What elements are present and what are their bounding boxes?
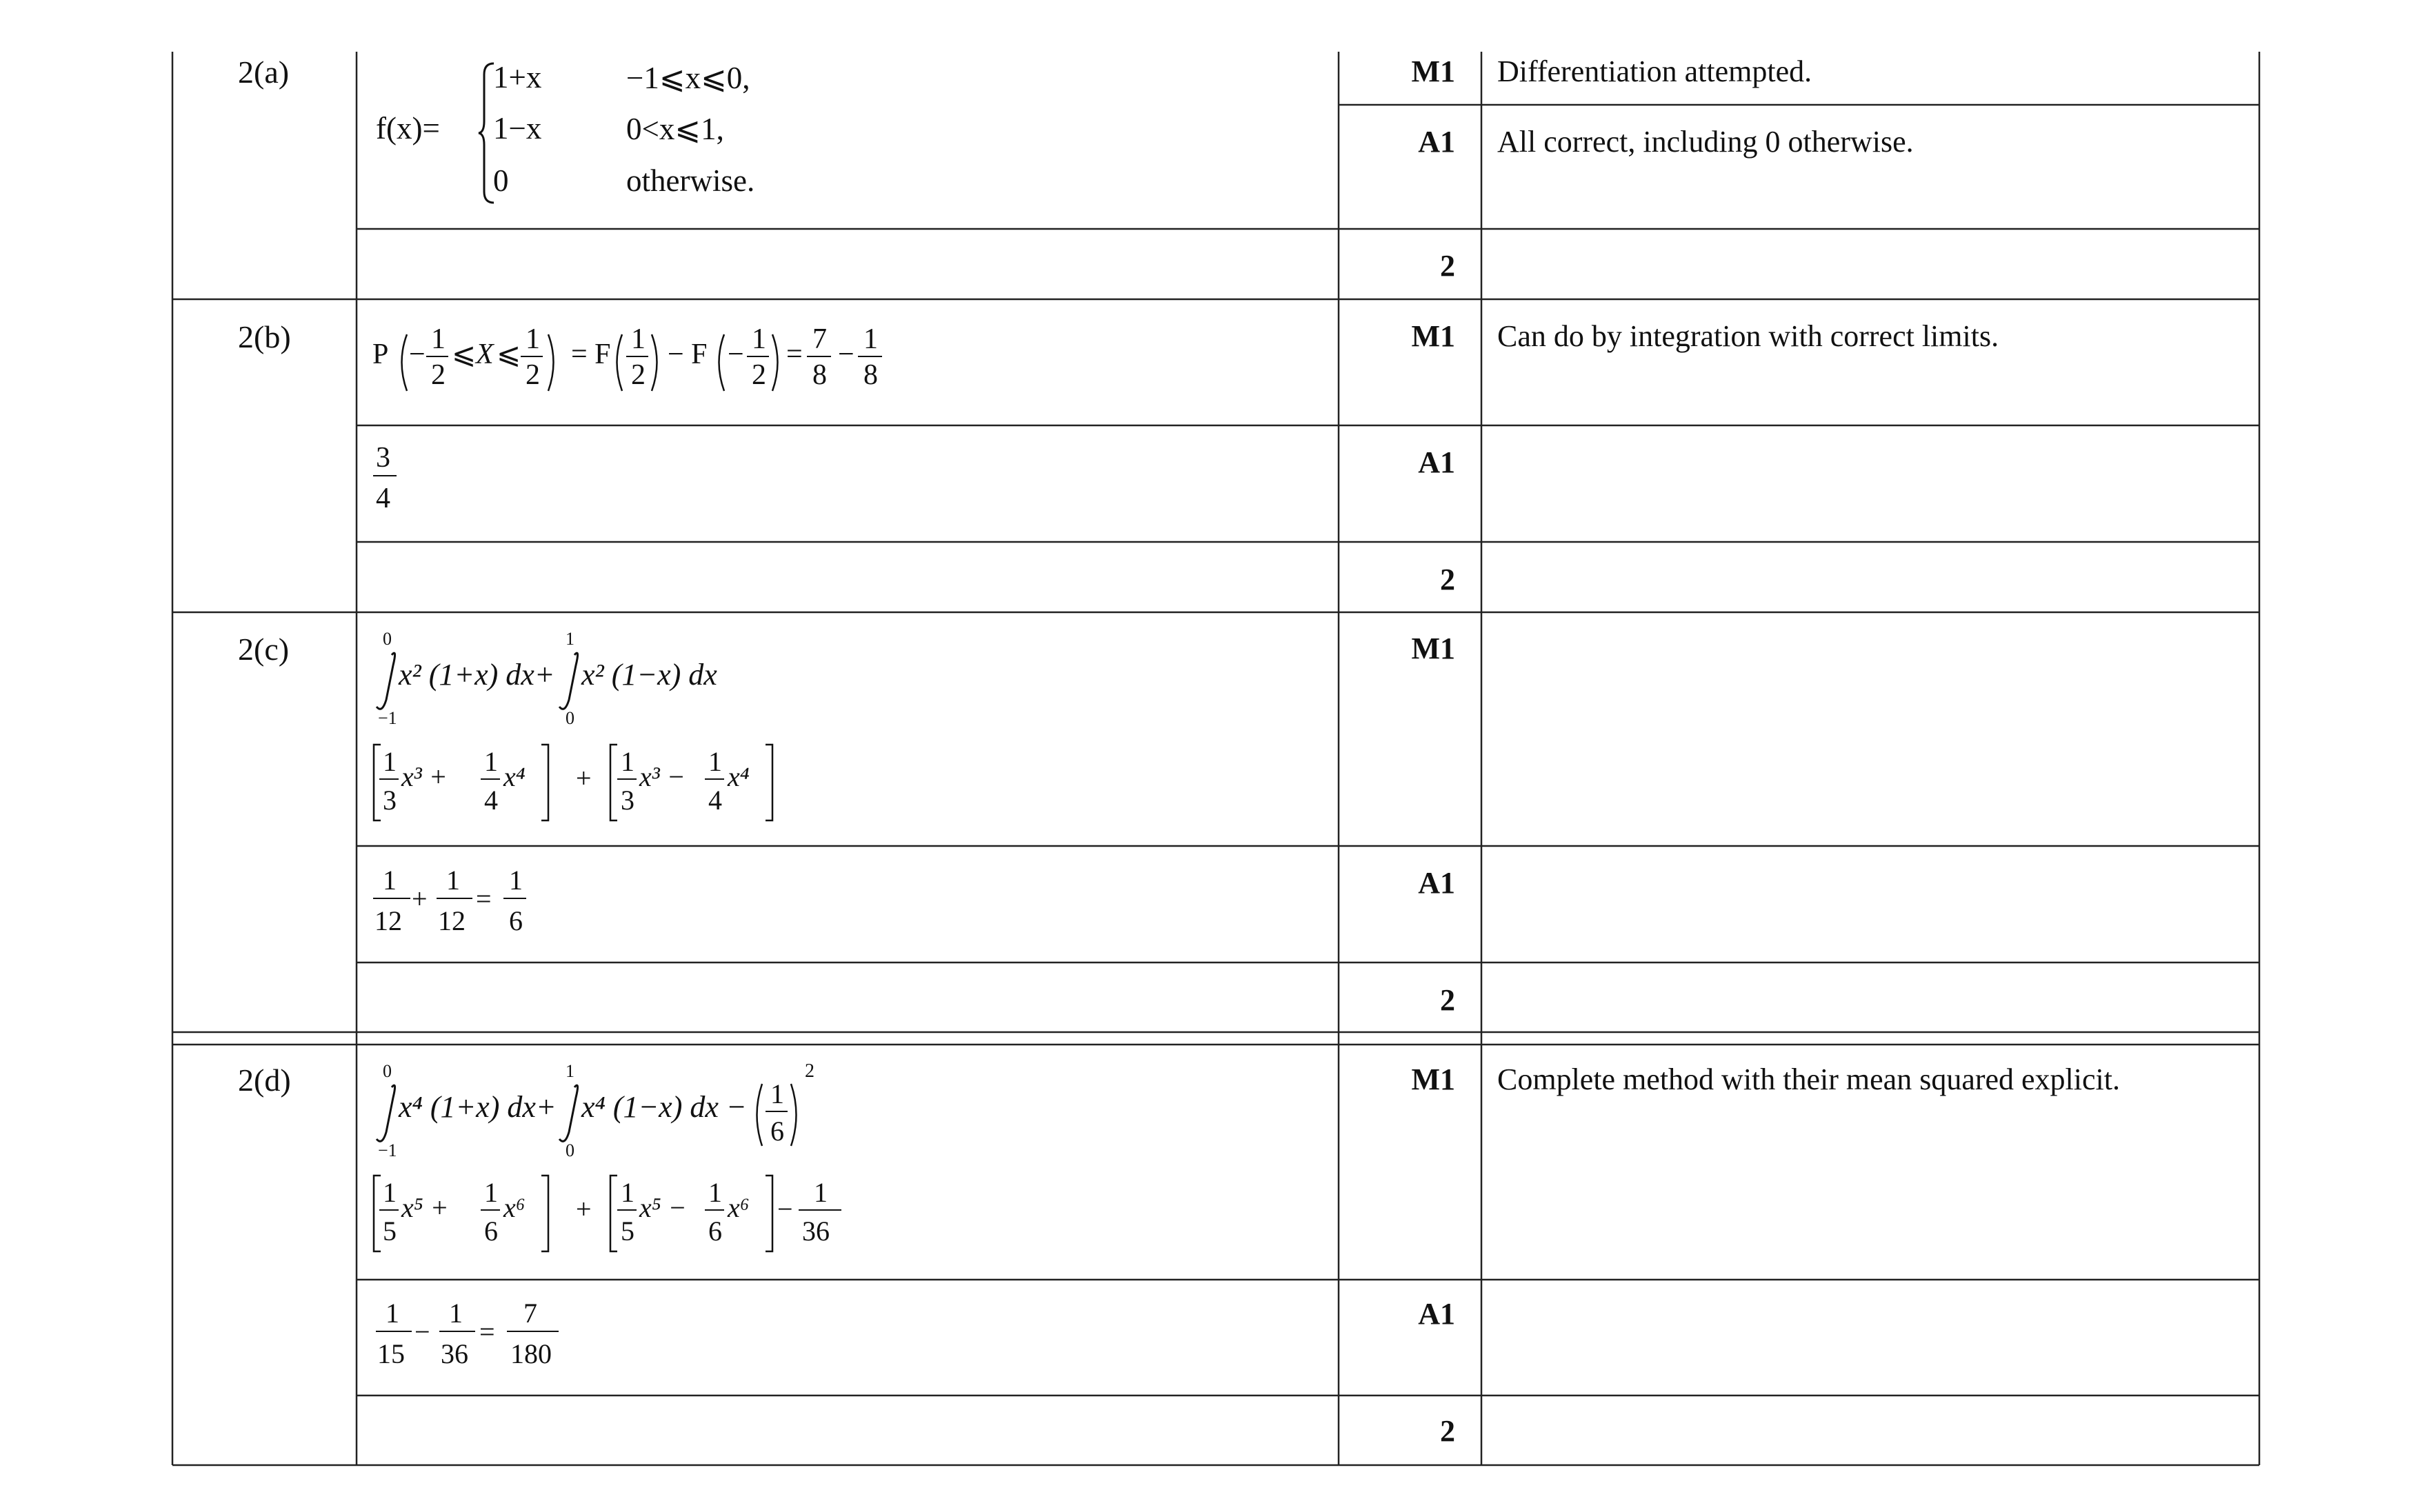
- frac-num: 1: [621, 1177, 634, 1208]
- integral-expression-2d: [366, 1056, 986, 1167]
- comment-2a-m1: Differentiation attempted.: [1497, 54, 1812, 88]
- mark-2c-a1: A1: [1418, 866, 1455, 900]
- result-2c: [369, 858, 576, 948]
- limit-lower-2: 0: [566, 1140, 574, 1160]
- integral-sign-icon: [377, 1085, 395, 1141]
- condition-2: 0<x⩽1,: [626, 112, 724, 146]
- question-id-2b: 2(b): [238, 319, 291, 354]
- fx-label: f(x): [376, 111, 423, 145]
- result-2d: [369, 1291, 590, 1381]
- term: x⁶: [503, 1192, 526, 1223]
- plus: +: [576, 1193, 592, 1224]
- frac-den: 6: [770, 1116, 784, 1147]
- frac-num: 1: [484, 746, 498, 777]
- integrand-1: x² (1+x) dx+: [399, 658, 555, 692]
- frac-num: 3: [376, 442, 390, 474]
- frac-den: 36: [441, 1338, 468, 1369]
- exponent: 2: [805, 1060, 814, 1082]
- frac-den: 12: [374, 905, 402, 936]
- limit-lower-1: −1: [378, 1140, 397, 1160]
- frac-num: 1: [386, 1298, 399, 1329]
- term: x⁵ −: [639, 1192, 687, 1223]
- mark-2b-m1: M1: [1411, 319, 1455, 353]
- term: x⁴: [503, 761, 526, 792]
- limit-upper-2: 1: [566, 629, 574, 649]
- piece-2: 1−x: [493, 111, 542, 145]
- mark-2a-a1: A1: [1418, 125, 1455, 159]
- equals-sign: =: [422, 111, 440, 145]
- piece-1: 1+x: [493, 60, 542, 94]
- frac-num: 1: [449, 1298, 463, 1329]
- p-symbol: P: [372, 339, 389, 370]
- frac-num: 1: [863, 323, 878, 355]
- piece-3: 0: [493, 163, 509, 198]
- var-x: X: [476, 339, 494, 370]
- limit-lower-1: −1: [378, 708, 397, 728]
- frac-num: 1: [383, 1177, 397, 1208]
- minus-1: −: [409, 339, 426, 370]
- plus: +: [412, 883, 428, 914]
- frac-den: 2: [631, 359, 646, 391]
- minus-f: − F: [668, 339, 708, 370]
- frac-den: 12: [438, 905, 466, 936]
- integral-expression-2c: [366, 624, 986, 734]
- mark-2a-m1: M1: [1411, 54, 1455, 88]
- frac-num: 1: [708, 746, 722, 777]
- antiderivative-2d: [366, 1169, 986, 1265]
- frac-den: 15: [377, 1338, 405, 1369]
- frac-num: 7: [523, 1298, 537, 1329]
- le-1: ⩽: [452, 339, 477, 370]
- equals: =: [479, 1316, 495, 1347]
- frac-num: 7: [812, 323, 827, 355]
- frac-num: 1: [631, 323, 646, 355]
- frac-num: 1: [484, 1177, 498, 1208]
- limit-upper-2: 1: [566, 1061, 574, 1081]
- integral-sign-icon: [559, 653, 578, 709]
- frac-den: 2: [431, 359, 446, 391]
- frac-den: 180: [510, 1338, 552, 1369]
- frac-num: 1: [509, 865, 523, 896]
- frac-num: 1: [621, 746, 634, 777]
- frac-num: 1: [770, 1078, 784, 1109]
- mark-2d-a1: A1: [1418, 1297, 1455, 1331]
- frac-den: 2: [752, 359, 766, 391]
- frac-num: 1: [383, 865, 397, 896]
- antiderivative-2c: [366, 738, 986, 834]
- condition-1: −1⩽x⩽0,: [626, 61, 750, 95]
- answer-fraction-2b: [369, 436, 424, 525]
- mark-2c-total: 2: [1440, 983, 1455, 1017]
- mark-2d-m1: M1: [1411, 1062, 1455, 1096]
- equals: =: [476, 883, 492, 914]
- mark-2c-m1: M1: [1411, 632, 1455, 665]
- frac-num: 1: [752, 323, 766, 355]
- frac-den: 2: [526, 359, 540, 391]
- question-id-2c: 2(c): [238, 632, 290, 667]
- mark-2b-a1: A1: [1418, 445, 1455, 479]
- frac-num: 1: [526, 323, 540, 355]
- frac-den: 6: [708, 1216, 722, 1247]
- question-id-2a: 2(a): [238, 54, 290, 90]
- frac-den: 4: [484, 785, 498, 816]
- frac-num: 1: [431, 323, 446, 355]
- frac-num: 1: [446, 865, 460, 896]
- mark-2a-total: 2: [1440, 249, 1455, 283]
- mark-2d-total: 2: [1440, 1414, 1455, 1448]
- probability-expression: [366, 314, 986, 410]
- comment-2a-a1: All correct, including 0 otherwise.: [1497, 125, 1914, 159]
- term: x³ −: [639, 761, 686, 792]
- minus-2: −: [728, 339, 744, 370]
- le-2: ⩽: [497, 339, 521, 370]
- plus: +: [576, 763, 592, 794]
- term: x⁴: [728, 761, 750, 792]
- integrand-2: x² (1−x) dx: [581, 658, 717, 692]
- condition-3: otherwise.: [626, 163, 755, 198]
- equals-f: = F: [571, 339, 611, 370]
- frac-den: 3: [621, 785, 634, 816]
- integrand-2: x⁴ (1−x) dx −: [581, 1090, 747, 1124]
- function-name: [376, 110, 440, 146]
- frac-num: 1: [814, 1177, 828, 1208]
- minus-3: −: [838, 339, 854, 370]
- minus: −: [414, 1316, 430, 1347]
- frac-den: 36: [802, 1216, 830, 1247]
- frac-den: 5: [383, 1216, 397, 1247]
- frac-den: 3: [383, 785, 397, 816]
- integral-sign-icon: [559, 1085, 578, 1141]
- frac-den: 6: [509, 905, 523, 936]
- frac-den: 5: [621, 1216, 634, 1247]
- frac-den: 6: [484, 1216, 498, 1247]
- mark-2b-total: 2: [1440, 563, 1455, 596]
- integral-sign-icon: [377, 653, 395, 709]
- comment-2b-m1: Can do by integration with correct limits.: [1497, 319, 1999, 353]
- comment-2d-m1: Complete method with their mean squared explicit.: [1497, 1062, 2120, 1096]
- frac-den: 8: [863, 359, 878, 391]
- frac-num: 1: [708, 1177, 722, 1208]
- limit-upper-1: 0: [383, 629, 392, 649]
- term: x⁵ +: [401, 1192, 449, 1223]
- frac-den: 4: [376, 483, 390, 514]
- equals: =: [786, 339, 803, 370]
- question-id-2d: 2(d): [238, 1062, 291, 1098]
- limit-upper-1: 0: [383, 1061, 392, 1081]
- frac-num: 1: [383, 746, 397, 777]
- term: x³ +: [401, 761, 448, 792]
- frac-den: 8: [812, 359, 827, 391]
- term: x⁶: [728, 1192, 750, 1223]
- limit-lower-2: 0: [566, 708, 574, 728]
- integrand-1: x⁴ (1+x) dx+: [399, 1090, 557, 1124]
- minus: −: [777, 1193, 793, 1224]
- frac-den: 4: [708, 785, 722, 816]
